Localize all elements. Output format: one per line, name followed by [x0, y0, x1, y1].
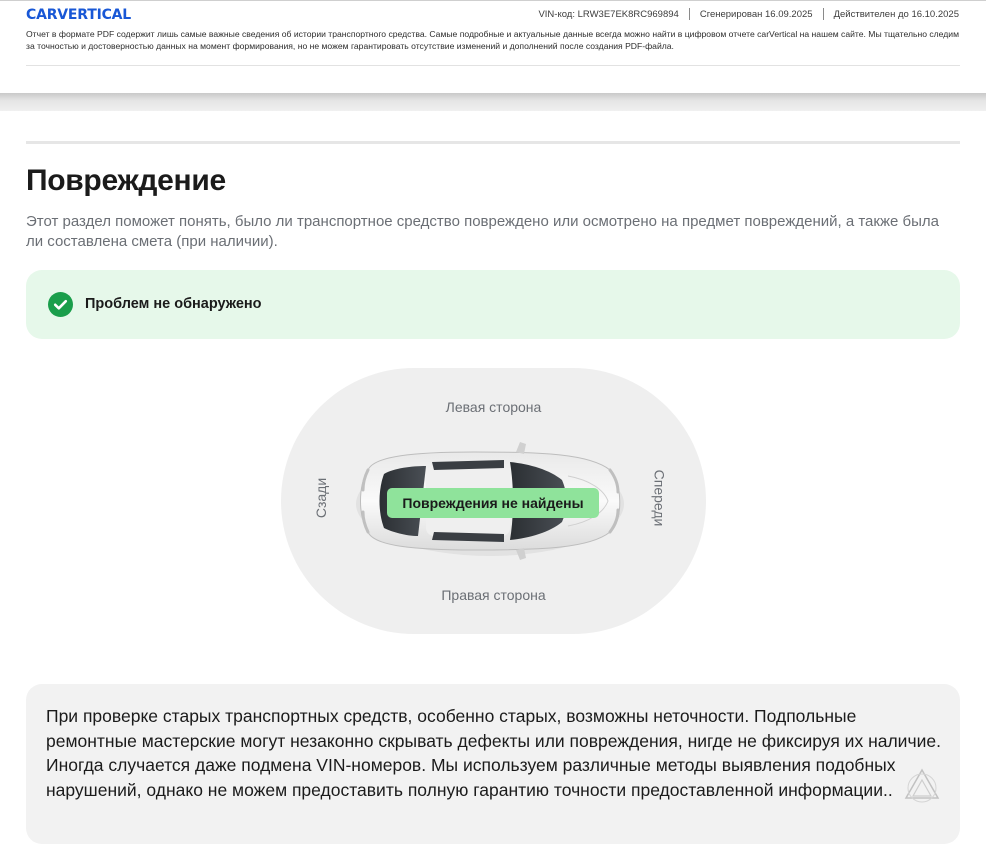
accuracy-note-text: При проверке старых транспортных средств, особенно старых, возможны неточности. Подпольные ремонтные мастерские могут незаконно скрывать дефекты или повреждения, нигде не фиксируя их наличие. Иногда случается даже подмена VIN-номеров. Мы используем различные методы выявления подобных нарушений, однако не можем предоставить полную гарантию точности предоставленной информации.. — [46, 706, 941, 800]
vin-code: VIN-код: LRW3E7EK8RC969894 — [538, 8, 679, 20]
label-rear: Сзади — [313, 477, 330, 519]
accuracy-note — [26, 684, 960, 844]
meta-divider — [823, 8, 824, 20]
header-divider — [26, 65, 960, 66]
valid-until-date: Действителен до 16.10.2025 — [833, 8, 959, 20]
status-text: Проблем не обнаружено — [85, 296, 262, 312]
section-title: Повреждение — [26, 164, 226, 197]
label-front: Спереди — [651, 469, 668, 527]
carvertical-logo: CARVERTICAL — [26, 7, 132, 23]
pdf-disclaimer: Отчет в формате PDF содержит лишь самые важные сведения об истории транспортного средства. Самые подробные и актуальные данные всегда можно найти в цифровом отчете carVertical на нашем сайте. Мы тщательно следим за точностью и достоверностью данных на момент формирования, но не можем гарантировать отсутствие изменений и дополнений после создания PDF-файла. — [26, 29, 959, 51]
pdf-header — [0, 0, 986, 95]
damage-result-badge: Повреждения не найдены — [387, 488, 599, 518]
status-banner — [26, 270, 960, 339]
page-break — [0, 93, 986, 111]
section-divider — [26, 141, 960, 144]
section-description: Этот раздел поможет понять, было ли транспортное средство повреждено или осмотрено на предмет повреждений, а также была ли составлена смета (при наличии). — [26, 213, 939, 250]
meta-divider — [689, 8, 690, 20]
check-circle-icon — [48, 292, 73, 317]
label-left-side: Левая сторона — [445, 399, 542, 415]
report-meta — [538, 8, 959, 20]
damage-diagram — [281, 368, 706, 634]
label-right-side: Правая сторона — [441, 587, 546, 603]
carvertical-watermark-icon — [902, 766, 942, 806]
generated-date: Сгенерирован 16.09.2025 — [699, 8, 813, 20]
